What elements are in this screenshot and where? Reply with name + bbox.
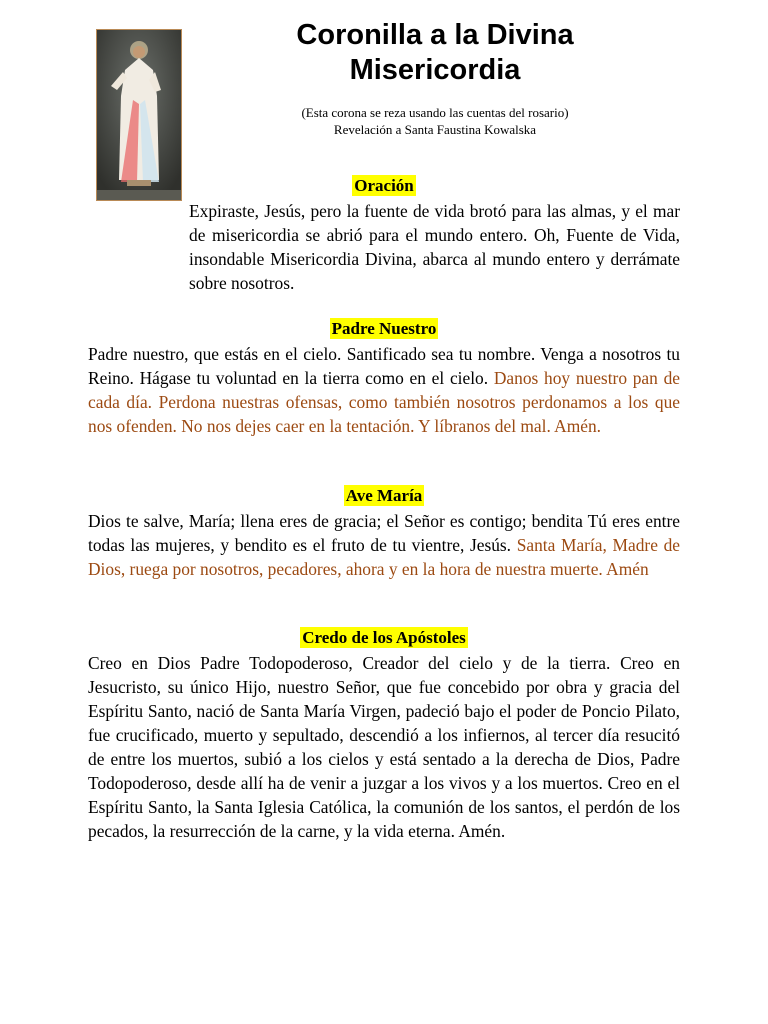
text-black: Creo en Dios Padre Todopoderoso, Creador del cielo y de la tierra. Creo en Jesucristo, su único Hijo, nuestro Señor, que fue concebido por obra y gracia del Espíritu Santo, nació de Santa María Virgen, padeció bajo el poder de Poncio Pilato, fue crucificado, muerto y sepultado, descendió a los infiernos, al tercer día resucitó de entre los muertos, subió a los cielos y está sentado a la derecha de Dios, Padre Todopoderoso, desde allí ha de venir a juzgar a los vivos y a los muertos. Creo en el Espíritu Santo, la Santa Iglesia Católica, la comunión de los santos, el perdón de los pecados, la resurrección de la carne, y la vida eterna. Amén.	[88, 653, 680, 841]
text-black: Expiraste, Jesús, pero la fuente de vida brotó para las almas, y el mar de misericordia se abrió para el mundo entero. Oh, Fuente de Vida, insondable Misericordia Divina, abarca al mundo entero y derrámate sobre nosotros.	[189, 201, 680, 293]
subtitle-line-1: (Esta corona se reza usando las cuentas del rosario)	[301, 105, 569, 120]
title-line-1: Coronilla a la Divina	[296, 19, 574, 51]
paragraph-credo	[88, 651, 680, 843]
heading-padre-nuestro	[88, 318, 680, 342]
heading-label: Credo de los Apóstoles	[302, 628, 466, 647]
subtitle-line-2: Revelación a Santa Faustina Kowalska	[333, 122, 537, 137]
text-black: Padre nuestro, que estás en el cielo. Santificado sea tu nombre. Venga a nosotros tu Reino. Hágase tu voluntad en la tierra como en el cielo.	[88, 344, 680, 388]
paragraph-padre-nuestro	[88, 342, 680, 438]
heading-ave-maria	[88, 485, 680, 509]
heading-label: Oración	[354, 176, 414, 195]
text-red: Danos hoy nuestro pan de cada día. Perdona nuestras ofensas, como también nosotros perdonamos a los que nos ofenden. No nos dejes caer en la tentación. Y líbranos del mal. Amén.	[88, 368, 680, 436]
subtitle	[250, 104, 620, 138]
title-line-2: Misericordia	[349, 54, 521, 86]
heading-label: Ave María	[345, 486, 423, 505]
paragraph-oracion	[88, 199, 680, 295]
heading-oracion	[88, 175, 680, 199]
text-red: Santa María, Madre de Dios, ruega por nosotros, pecadores, ahora y en la hora de nuestra muerte. Amén	[88, 535, 680, 579]
paragraph-ave-maria	[88, 509, 680, 581]
text-black: Dios te salve, María; llena eres de gracia; el Señor es contigo; bendita Tú eres entre todas las mujeres, y bendito es el fruto de tu vientre, Jesús.	[88, 511, 680, 555]
heading-label: Padre Nuestro	[331, 319, 437, 338]
heading-credo	[88, 627, 680, 651]
paragraph-text	[88, 199, 680, 295]
page-title	[250, 18, 620, 88]
